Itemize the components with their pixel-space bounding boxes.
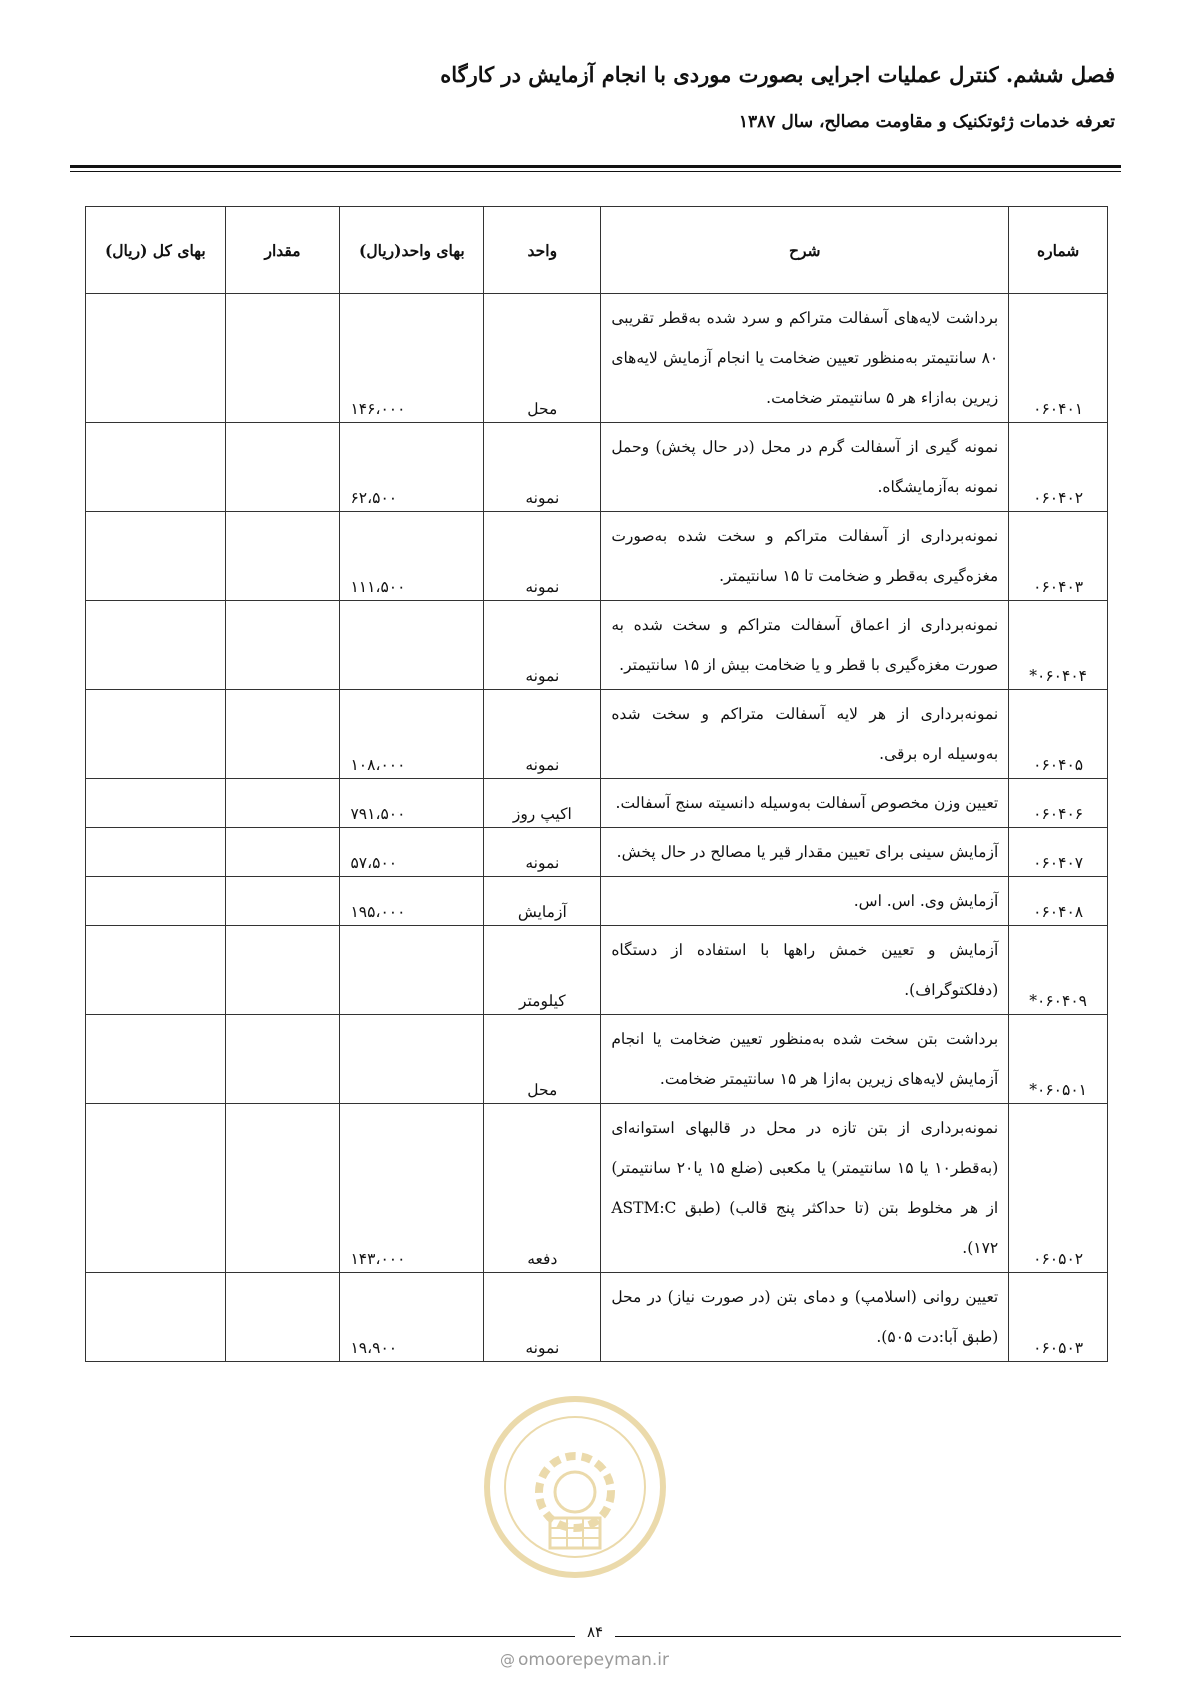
table-row [86,926,1108,1015]
item-unit: نمونه [484,690,601,779]
item-number: ۰۶۰۵۰۳ [1009,1273,1108,1362]
item-unit: محل [484,1015,601,1104]
item-quantity [225,877,340,926]
item-quantity [225,1273,340,1362]
tariff-subtitle: تعرفه خدمات ژئوتکنیک و مقاومت مصالح، سال ۱۳۸۷ [738,112,1115,132]
item-description: تعیین روانی (اسلامپ) و دمای بتن (در صورت نیاز) در محل (طبق آبا:دت ۵۰۵). [601,1273,1009,1362]
item-unit: اکیپ روز [484,779,601,828]
column-header-quantity: مقدار [225,207,340,294]
item-unit: آزمایش [484,877,601,926]
item-unit-price: ۱۰۸،۰۰۰ [340,690,484,779]
table-row [86,1015,1108,1104]
item-total-price [86,1015,226,1104]
item-description: نمونه‌برداری از آسفالت متراکم و سخت شده به‌صورت مغزه‌گیری به‌قطر و ضخامت تا ۱۵ سانتیمتر. [601,512,1009,601]
item-quantity [225,690,340,779]
item-quantity [225,828,340,877]
watermark-url-text: omoorepeyman.ir [518,1650,670,1670]
column-header-unit: واحد [484,207,601,294]
page-number: ۸۴ [575,1623,615,1641]
item-quantity [225,1104,340,1273]
item-unit: محل [484,294,601,423]
item-unit-price [340,601,484,690]
item-description: نمونه‌برداری از هر لایه آسفالت متراکم و سخت شده به‌وسیله اره برقی. [601,690,1009,779]
table-header-row [86,207,1108,294]
item-unit: نمونه [484,512,601,601]
item-unit-price: ۱۱۱،۵۰۰ [340,512,484,601]
table-row [86,1273,1108,1362]
column-header-number: شماره [1009,207,1108,294]
column-header-unit-price: بهای واحد(ریال) [340,207,484,294]
item-unit: نمونه [484,828,601,877]
item-total-price [86,779,226,828]
item-unit: کیلومتر [484,926,601,1015]
header-rule-thin [70,171,1121,172]
item-total-price [86,926,226,1015]
table-row [86,779,1108,828]
item-number: ۰۶۰۴۰۲ [1009,423,1108,512]
table-row [86,512,1108,601]
item-unit-price: ۱۹،۹۰۰ [340,1273,484,1362]
table-row [86,877,1108,926]
item-description: تعیین وزن مخصوص آسفالت به‌وسیله دانسیته سنج آسفالت. [601,779,1009,828]
table-row [86,828,1108,877]
item-number: ۰۶۰۴۰۵ [1009,690,1108,779]
item-description: آزمایش وی. اس. اس. [601,877,1009,926]
item-number: ۰۶۰۴۰۶ [1009,779,1108,828]
table-row [86,601,1108,690]
item-unit: نمونه [484,423,601,512]
chapter-title: فصل ششم. کنترل عملیات اجرایی بصورت موردی با انجام آزمایش در کارگاه [440,62,1115,87]
item-total-price [86,828,226,877]
item-quantity [225,779,340,828]
item-total-price [86,601,226,690]
item-description: نمونه‌برداری از اعماق آسفالت متراکم و سخت شده به صورت مغزه‌گیری با قطر و یا ضخامت بیش از ۱۵ سانتیمتر. [601,601,1009,690]
item-number: ۰۶۰۵۰۲ [1009,1104,1108,1273]
item-unit: دفعه [484,1104,601,1273]
item-description: نمونه گیری از آسفالت گرم در محل (در حال پخش) وحمل نمونه به‌آزمایشگاه. [601,423,1009,512]
item-quantity [225,512,340,601]
item-total-price [86,423,226,512]
item-description: آزمایش سینی برای تعیین مقدار قیر یا مصالح در حال پخش. [601,828,1009,877]
item-unit-price: ۶۲،۵۰۰ [340,423,484,512]
item-unit: نمونه [484,1273,601,1362]
item-unit-price: ۱۴۶،۰۰۰ [340,294,484,423]
tariff-table [85,206,1108,1362]
item-unit-price: ۱۴۳،۰۰۰ [340,1104,484,1273]
item-unit: نمونه [484,601,601,690]
item-total-price [86,1273,226,1362]
table-row [86,423,1108,512]
item-number: ۰۶۰۴۰۹* [1009,926,1108,1015]
item-description: برداشت لایه‌های آسفالت متراکم و سرد شده به‌قطر تقریبی ۸۰ سانتیمتر به‌منظور تعیین ضخامت یا انجام آزمایش لایه‌های زیرین به‌ازاء هر ۵ سانتیمتر ضخامت. [601,294,1009,423]
item-quantity [225,1015,340,1104]
item-description: نمونه‌برداری از بتن تازه در محل در قالبهای استوانه‌ای (به‌قطر۱۰ یا ۱۵ سانتیمتر) یا مکعبی (ضلع ۱۵ یا۲۰ سانتیمتر) از هر مخلوط بتن (تا حداکثر پنج قالب) (طبق ASTM:C ۱۷۲). [601,1104,1009,1273]
watermark-url [500,1650,669,1670]
item-quantity [225,926,340,1015]
item-number: ۰۶۰۴۰۴* [1009,601,1108,690]
item-number: ۰۶۰۴۰۸ [1009,877,1108,926]
item-unit-price: ۱۹۵،۰۰۰ [340,877,484,926]
item-number: ۰۶۰۴۰۷ [1009,828,1108,877]
item-total-price [86,294,226,423]
item-description: آزمایش و تعیین خمش راهها با استفاده از دستگاه (دفلکتوگراف). [601,926,1009,1015]
item-unit-price [340,926,484,1015]
table-row [86,690,1108,779]
item-total-price [86,690,226,779]
item-unit-price: ۵۷،۵۰۰ [340,828,484,877]
column-header-description: شرح [601,207,1009,294]
column-header-total-price: بهای کل (ریال) [86,207,226,294]
omoorepeyman-seal-icon [480,1392,670,1586]
at-icon: @ [500,1651,515,1669]
item-number: ۰۶۰۵۰۱* [1009,1015,1108,1104]
item-description: برداشت بتن سخت شده به‌منظور تعیین ضخامت یا انجام آزمایش لایه‌های زیرین به‌ازا هر ۱۵ سانتیمتر ضخامت. [601,1015,1009,1104]
item-number: ۰۶۰۴۰۳ [1009,512,1108,601]
item-unit-price [340,1015,484,1104]
table-row [86,1104,1108,1273]
item-number: ۰۶۰۴۰۱ [1009,294,1108,423]
item-total-price [86,1104,226,1273]
table-row [86,294,1108,423]
item-quantity [225,423,340,512]
item-quantity [225,294,340,423]
item-total-price [86,512,226,601]
item-quantity [225,601,340,690]
item-total-price [86,877,226,926]
header-rule-thick [70,165,1121,168]
item-unit-price: ۷۹۱،۵۰۰ [340,779,484,828]
